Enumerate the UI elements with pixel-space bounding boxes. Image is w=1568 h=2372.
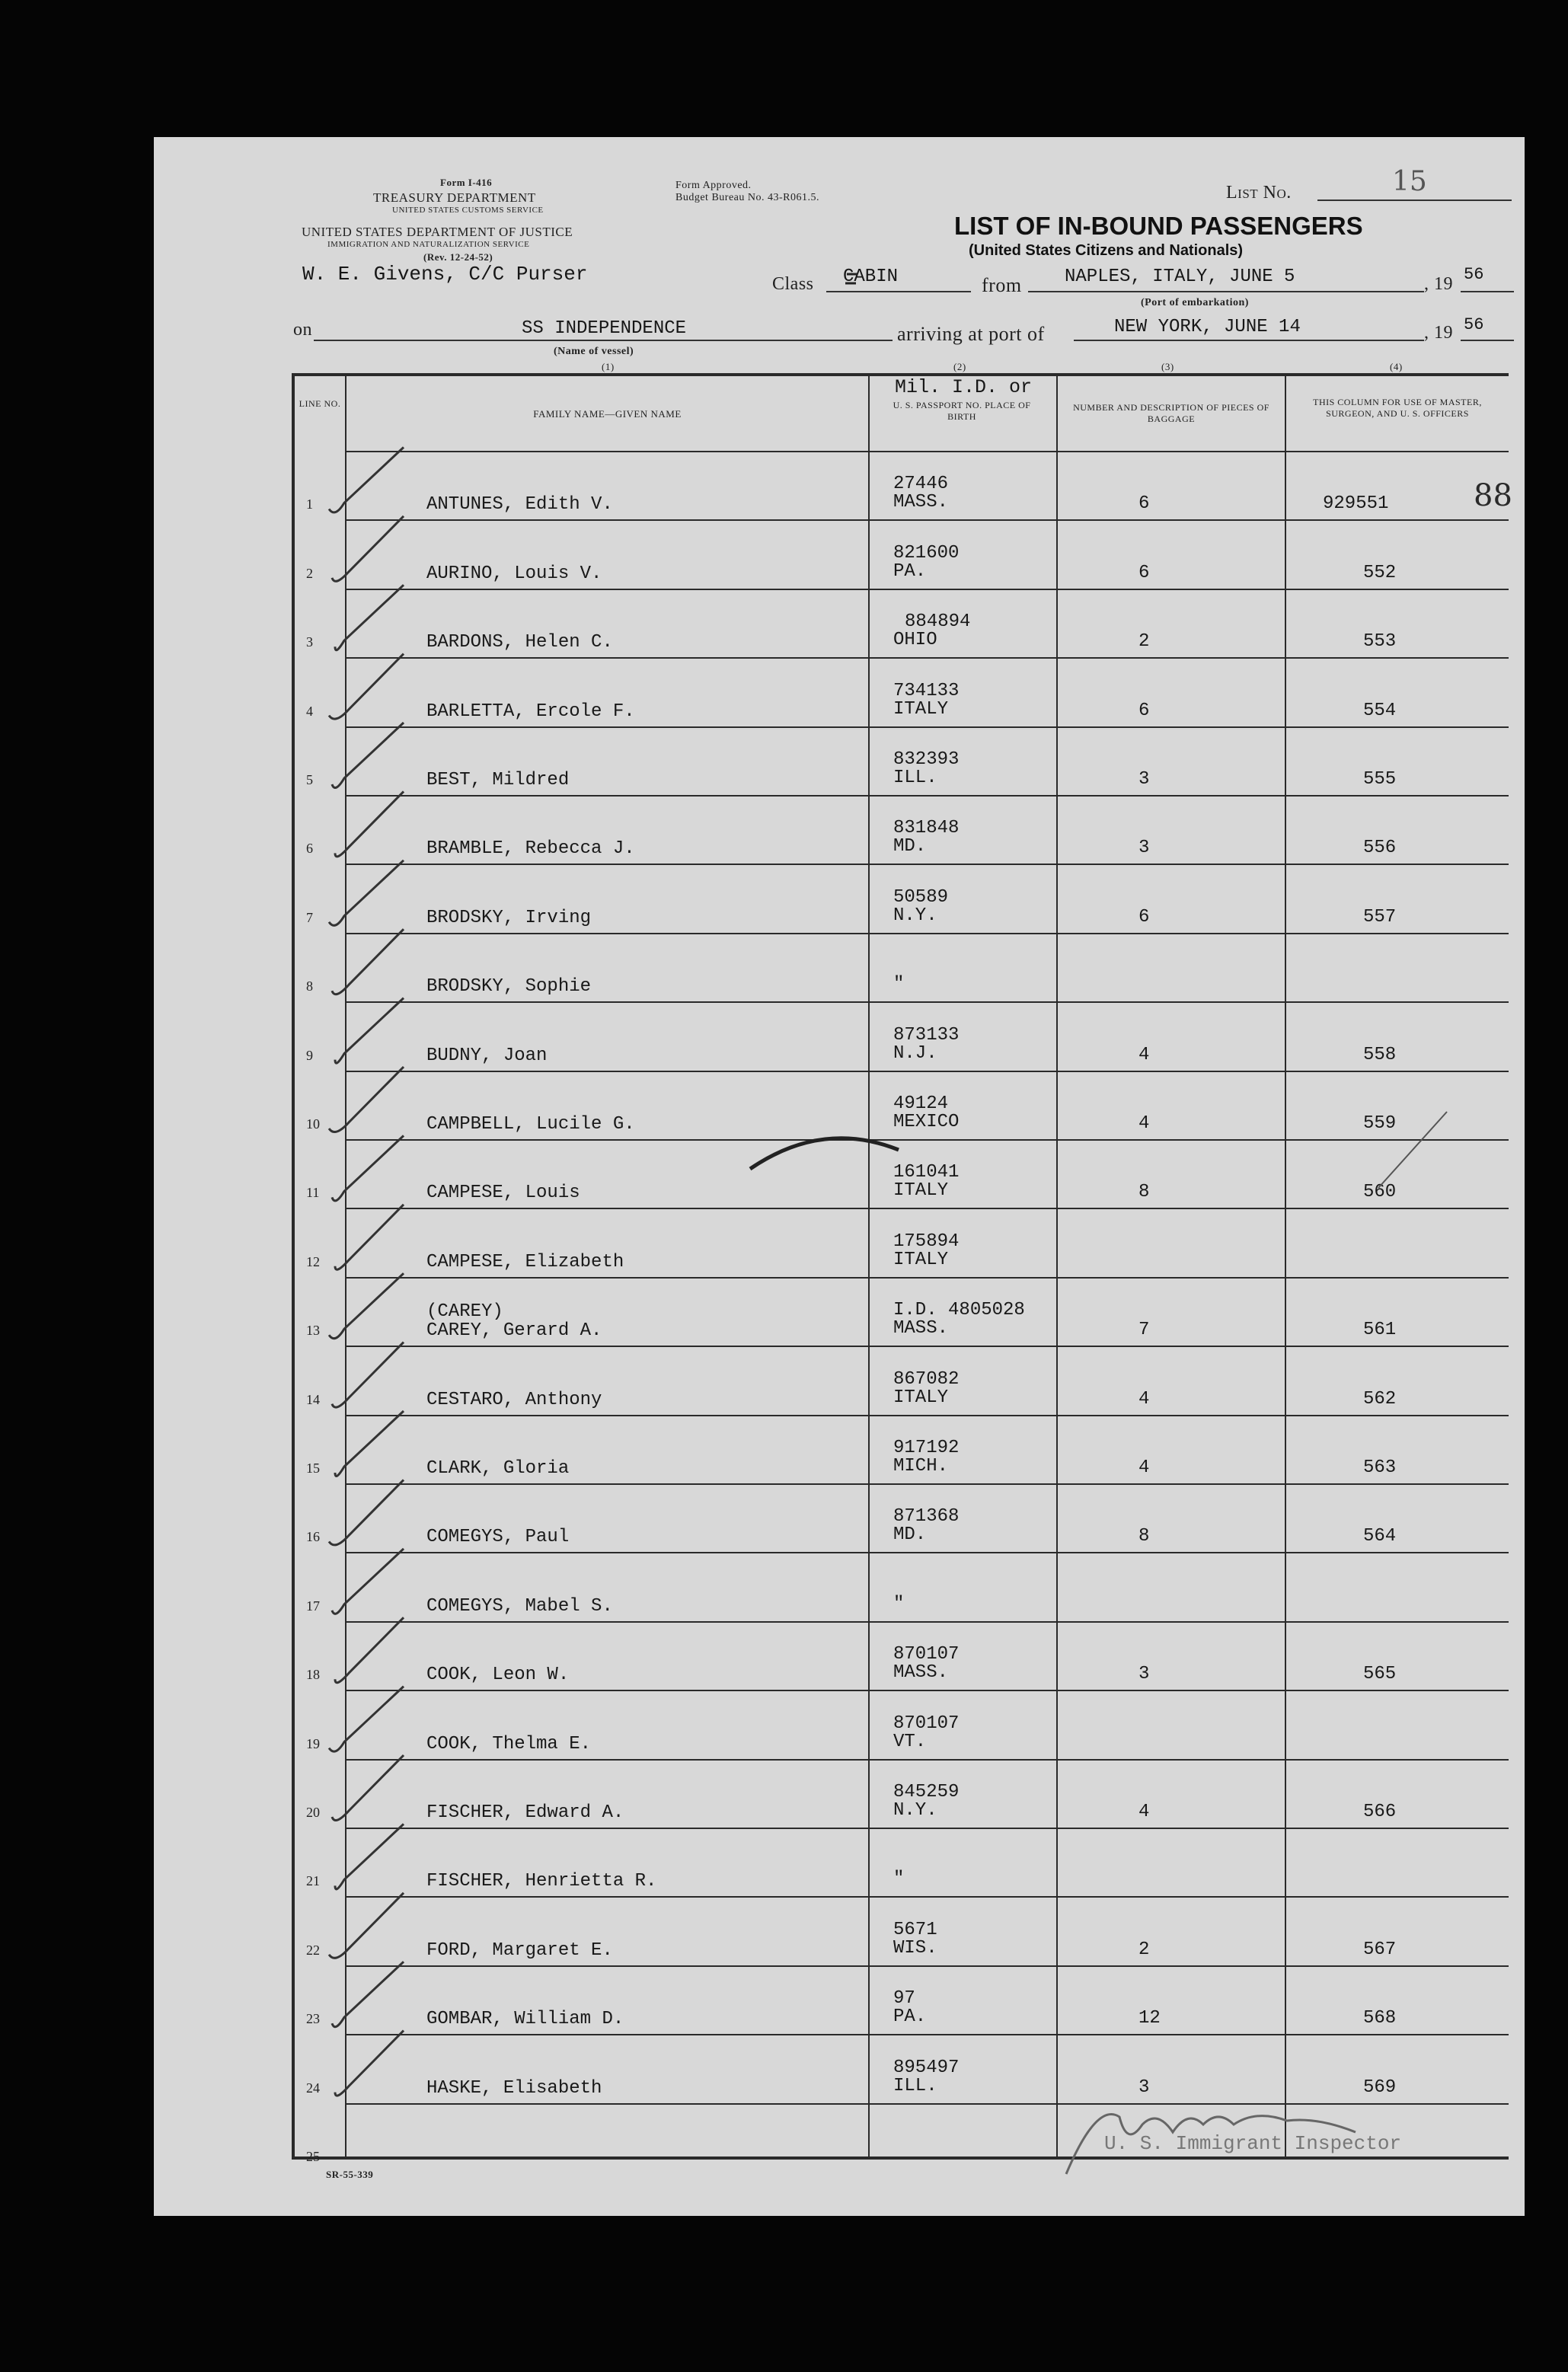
passport-number: 831848 xyxy=(893,818,960,839)
passport-number: 845259 xyxy=(893,1782,960,1802)
line-number: 7 xyxy=(306,909,313,925)
officer-number: 929551 xyxy=(1323,493,1389,515)
passport-number: 5671 xyxy=(893,1919,937,1940)
officer-number: 559 xyxy=(1363,1113,1397,1134)
line-number: 5 xyxy=(306,772,313,787)
passport-number: 871368 xyxy=(893,1506,960,1528)
passenger-name: CAMPESE, Louis xyxy=(426,1183,580,1204)
form-approved: Form Approved. xyxy=(675,180,752,191)
year-1: 56 xyxy=(1464,265,1484,284)
officer-number: 568 xyxy=(1363,2008,1397,2029)
officer-number: 554 xyxy=(1363,700,1397,721)
passenger-name: COOK, Thelma E. xyxy=(426,1733,592,1754)
from-label: from xyxy=(982,274,1022,296)
line-number: 14 xyxy=(306,1391,320,1407)
baggage-count: 6 xyxy=(1138,906,1150,927)
treasury-department: TREASURY DEPARTMENT xyxy=(373,190,536,205)
officer-number: 566 xyxy=(1363,1802,1397,1822)
place-of-birth: N.J. xyxy=(893,1042,937,1064)
passport-number: 867082 xyxy=(893,1368,960,1390)
line-number: 24 xyxy=(306,2080,320,2096)
line-number: 2 xyxy=(306,565,313,581)
passport-number: 870107 xyxy=(893,1713,960,1734)
passenger-name: CAREY, Gerard A. xyxy=(426,1320,602,1342)
line-number: 23 xyxy=(306,2011,320,2027)
passenger-name: BRODSKY, Sophie xyxy=(426,976,592,998)
header-baggage: NUMBER AND DESCRIPTION OF PIECES OF BAGGAGE xyxy=(1073,402,1269,424)
passenger-name: BRODSKY, Irving xyxy=(426,907,592,928)
officer-number: 552 xyxy=(1363,562,1397,583)
place-of-birth: ITALY xyxy=(893,1387,949,1408)
officer-number: 564 xyxy=(1363,1526,1397,1547)
passport-number: 175894 xyxy=(893,1231,960,1252)
line-number: 9 xyxy=(306,1047,313,1063)
document-subtitle: (United States Citizens and Nationals) xyxy=(969,242,1244,259)
customs-service: UNITED STATES CUSTOMS SERVICE xyxy=(392,206,544,215)
header-passport: U. S. PASSPORT NO. PLACE OF BIRTH xyxy=(893,400,1031,422)
line-number: 16 xyxy=(306,1529,320,1545)
line-number: 12 xyxy=(306,1253,320,1269)
margin-arc xyxy=(750,1138,899,1169)
place-of-birth: MASS. xyxy=(893,1318,949,1339)
place-of-birth: VT. xyxy=(893,1731,927,1752)
name-above: (CAREY) xyxy=(426,1301,503,1323)
baggage-count: 8 xyxy=(1138,1526,1150,1547)
passport-number: 161041 xyxy=(893,1162,960,1183)
document-title: LIST OF IN-BOUND PASSENGERS xyxy=(954,212,1363,240)
baggage-count: 2 xyxy=(1138,1939,1150,1960)
passport-number: 821600 xyxy=(893,542,960,563)
line-number: 17 xyxy=(306,1598,320,1614)
place-of-birth: MASS. xyxy=(893,492,949,513)
place-of-birth: WIS. xyxy=(893,1937,937,1959)
line-number: 18 xyxy=(306,1667,320,1683)
passenger-name: COMEGYS, Paul xyxy=(426,1527,570,1548)
class-label: Class xyxy=(772,274,814,294)
baggage-count: 3 xyxy=(1138,769,1150,790)
col-number-4: (4) xyxy=(1390,361,1403,372)
baggage-count: 4 xyxy=(1138,1457,1150,1478)
passport-number: 870107 xyxy=(893,1644,960,1665)
baggage-count: 6 xyxy=(1138,700,1150,721)
place-of-birth: " xyxy=(893,1869,905,1890)
officer-number: 556 xyxy=(1363,838,1397,859)
header-officers: THIS COLUMN FOR USE OF MASTER, SURGEON, AND U. S. OFFICERS xyxy=(1313,397,1482,419)
place-of-birth: " xyxy=(893,974,905,995)
passenger-name: CLARK, Gloria xyxy=(426,1458,570,1479)
place-of-birth: N.Y. xyxy=(893,905,937,926)
passenger-name: COMEGYS, Mabel S. xyxy=(426,1595,613,1617)
passenger-name: ANTUNES, Edith V. xyxy=(426,494,613,516)
line-number: 8 xyxy=(306,978,313,994)
baggage-count: 4 xyxy=(1138,1044,1150,1065)
passenger-name: GOMBAR, William D. xyxy=(426,2009,624,2030)
arriving-label: arriving at port of xyxy=(897,323,1045,345)
line-number: 15 xyxy=(306,1461,320,1476)
officer-number: 553 xyxy=(1363,631,1397,653)
vessel-caption: (Name of vessel) xyxy=(554,346,634,357)
place-of-birth: PA. xyxy=(893,560,927,582)
passenger-name: AURINO, Louis V. xyxy=(426,563,602,584)
passport-number: 884894 xyxy=(905,611,971,633)
passenger-name: BUDNY, Joan xyxy=(426,1045,548,1066)
embarkation-port: NAPLES, ITALY, JUNE 5 xyxy=(1065,267,1295,287)
officer-number: 557 xyxy=(1363,906,1397,927)
col-number-2: (2) xyxy=(953,361,966,372)
year-prefix-2: , 19 xyxy=(1424,323,1453,343)
line-number: 20 xyxy=(306,1805,320,1820)
header-name: FAMILY NAME—GIVEN NAME xyxy=(533,408,682,420)
line-number: 3 xyxy=(306,634,313,650)
passenger-name: COOK, Leon W. xyxy=(426,1665,570,1686)
passenger-name: FISCHER, Henrietta R. xyxy=(426,1871,657,1892)
vessel-name: SS INDEPENDENCE xyxy=(522,318,687,339)
year-2: 56 xyxy=(1464,315,1484,334)
officer-number: 567 xyxy=(1363,1939,1397,1960)
form-revision: (Rev. 12-24-52) xyxy=(423,251,493,263)
passport-number: 734133 xyxy=(893,680,960,701)
line-number: 21 xyxy=(306,1873,320,1889)
place-of-birth: MD. xyxy=(893,836,927,857)
officer-number: 565 xyxy=(1363,1664,1397,1685)
place-of-birth: MICH. xyxy=(893,1456,949,1477)
officer-number: 560 xyxy=(1363,1182,1397,1203)
passport-number: 895497 xyxy=(893,2057,960,2078)
list-no-label: List No. xyxy=(1226,183,1292,203)
place-of-birth: MD. xyxy=(893,1524,927,1546)
place-of-birth: " xyxy=(893,1593,905,1614)
inspector-caption: U. S. Immigrant Inspector xyxy=(1104,2132,1402,2155)
passenger-name: BRAMBLE, Rebecca J. xyxy=(426,838,635,860)
place-of-birth: ITALY xyxy=(893,1249,949,1270)
officer-number: 569 xyxy=(1363,2077,1397,2098)
line-number: 1 xyxy=(306,496,313,512)
on-label: on xyxy=(293,320,312,340)
col-number-3: (3) xyxy=(1161,361,1174,372)
officer-number: 562 xyxy=(1363,1388,1397,1409)
place-of-birth: ILL. xyxy=(893,768,937,788)
form-number: Form I-416 xyxy=(440,177,493,188)
passport-number: I.D. 4805028 xyxy=(893,1300,1025,1321)
officer-tick xyxy=(1378,1112,1447,1188)
passenger-name: CESTARO, Anthony xyxy=(426,1389,602,1410)
passenger-name: CAMPBELL, Lucile G. xyxy=(426,1114,635,1135)
passport-number: 97 xyxy=(893,1988,915,2010)
line-number: 11 xyxy=(306,1185,320,1201)
baggage-count: 4 xyxy=(1138,1388,1150,1409)
passenger-name: FORD, Margaret E. xyxy=(426,1939,613,1961)
baggage-count: 6 xyxy=(1138,493,1150,515)
line-number: 10 xyxy=(306,1116,320,1132)
passport-number: 832393 xyxy=(893,749,960,770)
passenger-name: FISCHER, Edward A. xyxy=(426,1802,624,1823)
passport-number: 50589 xyxy=(893,886,949,908)
header-passport-typed: Mil. I.D. or xyxy=(895,376,1033,398)
header-line-no: LINE NO. xyxy=(299,398,341,409)
baggage-count: 4 xyxy=(1138,1802,1150,1822)
passport-number: 873133 xyxy=(893,1024,960,1046)
line-number: 25 xyxy=(306,2149,320,2164)
officer-number: 558 xyxy=(1363,1044,1397,1065)
footer-code: SR-55-339 xyxy=(326,2169,374,2180)
passport-number: 917192 xyxy=(893,1438,960,1458)
justice-department: UNITED STATES DEPARTMENT OF JUSTICE xyxy=(302,225,573,239)
passenger-name: BARLETTA, Ercole F. xyxy=(426,701,635,722)
budget-bureau: Budget Bureau No. 43-R061.5. xyxy=(675,192,819,203)
baggage-count: 4 xyxy=(1138,1113,1150,1134)
line-number: 13 xyxy=(306,1323,320,1339)
place-of-birth: ITALY xyxy=(893,1180,949,1202)
baggage-count: 3 xyxy=(1138,2077,1150,2098)
port-caption: (Port of embarkation) xyxy=(1141,297,1249,308)
class-value: CABIN xyxy=(843,267,899,287)
officer-number: 555 xyxy=(1363,769,1397,790)
line-number: 19 xyxy=(306,1735,320,1751)
passenger-name: CAMPESE, Elizabeth xyxy=(426,1251,624,1272)
baggage-count: 3 xyxy=(1138,838,1150,859)
passport-number: 49124 xyxy=(893,1093,949,1114)
baggage-count: 12 xyxy=(1138,2008,1161,2029)
baggage-count: 6 xyxy=(1138,562,1150,583)
line-number: 4 xyxy=(306,703,313,719)
place-of-birth: N.Y. xyxy=(893,1800,937,1821)
baggage-count: 2 xyxy=(1138,631,1150,653)
line-number: 22 xyxy=(306,1942,320,1958)
passenger-name: BARDONS, Helen C. xyxy=(426,632,613,653)
arrival-port: NEW YORK, JUNE 14 xyxy=(1114,317,1301,337)
officer-number: 563 xyxy=(1363,1457,1397,1478)
year-prefix-1: , 19 xyxy=(1424,274,1453,294)
purser-name: W. E. Givens, C/C Purser xyxy=(302,263,588,286)
place-of-birth: ILL. xyxy=(893,2075,937,2096)
passport-number: 27446 xyxy=(893,474,949,495)
place-of-birth: PA. xyxy=(893,2006,927,2028)
side-number: 88 xyxy=(1474,478,1512,513)
passenger-name: BEST, Mildred xyxy=(426,770,570,790)
passenger-name: HASKE, Elisabeth xyxy=(426,2077,602,2099)
col-number-1: (1) xyxy=(602,361,615,372)
place-of-birth: MASS. xyxy=(893,1662,949,1684)
officer-number: 561 xyxy=(1363,1320,1397,1341)
ins-service: IMMIGRATION AND NATURALIZATION SERVICE xyxy=(327,240,530,249)
baggage-count: 3 xyxy=(1138,1664,1150,1685)
place-of-birth: OHIO xyxy=(893,630,937,651)
baggage-count: 7 xyxy=(1138,1320,1150,1341)
list-no-value: 15 xyxy=(1392,166,1427,197)
place-of-birth: ITALY xyxy=(893,698,949,720)
baggage-count: 8 xyxy=(1138,1182,1150,1203)
cabin-c-correction xyxy=(845,274,857,283)
place-of-birth: MEXICO xyxy=(893,1112,960,1132)
line-number: 6 xyxy=(306,841,313,857)
